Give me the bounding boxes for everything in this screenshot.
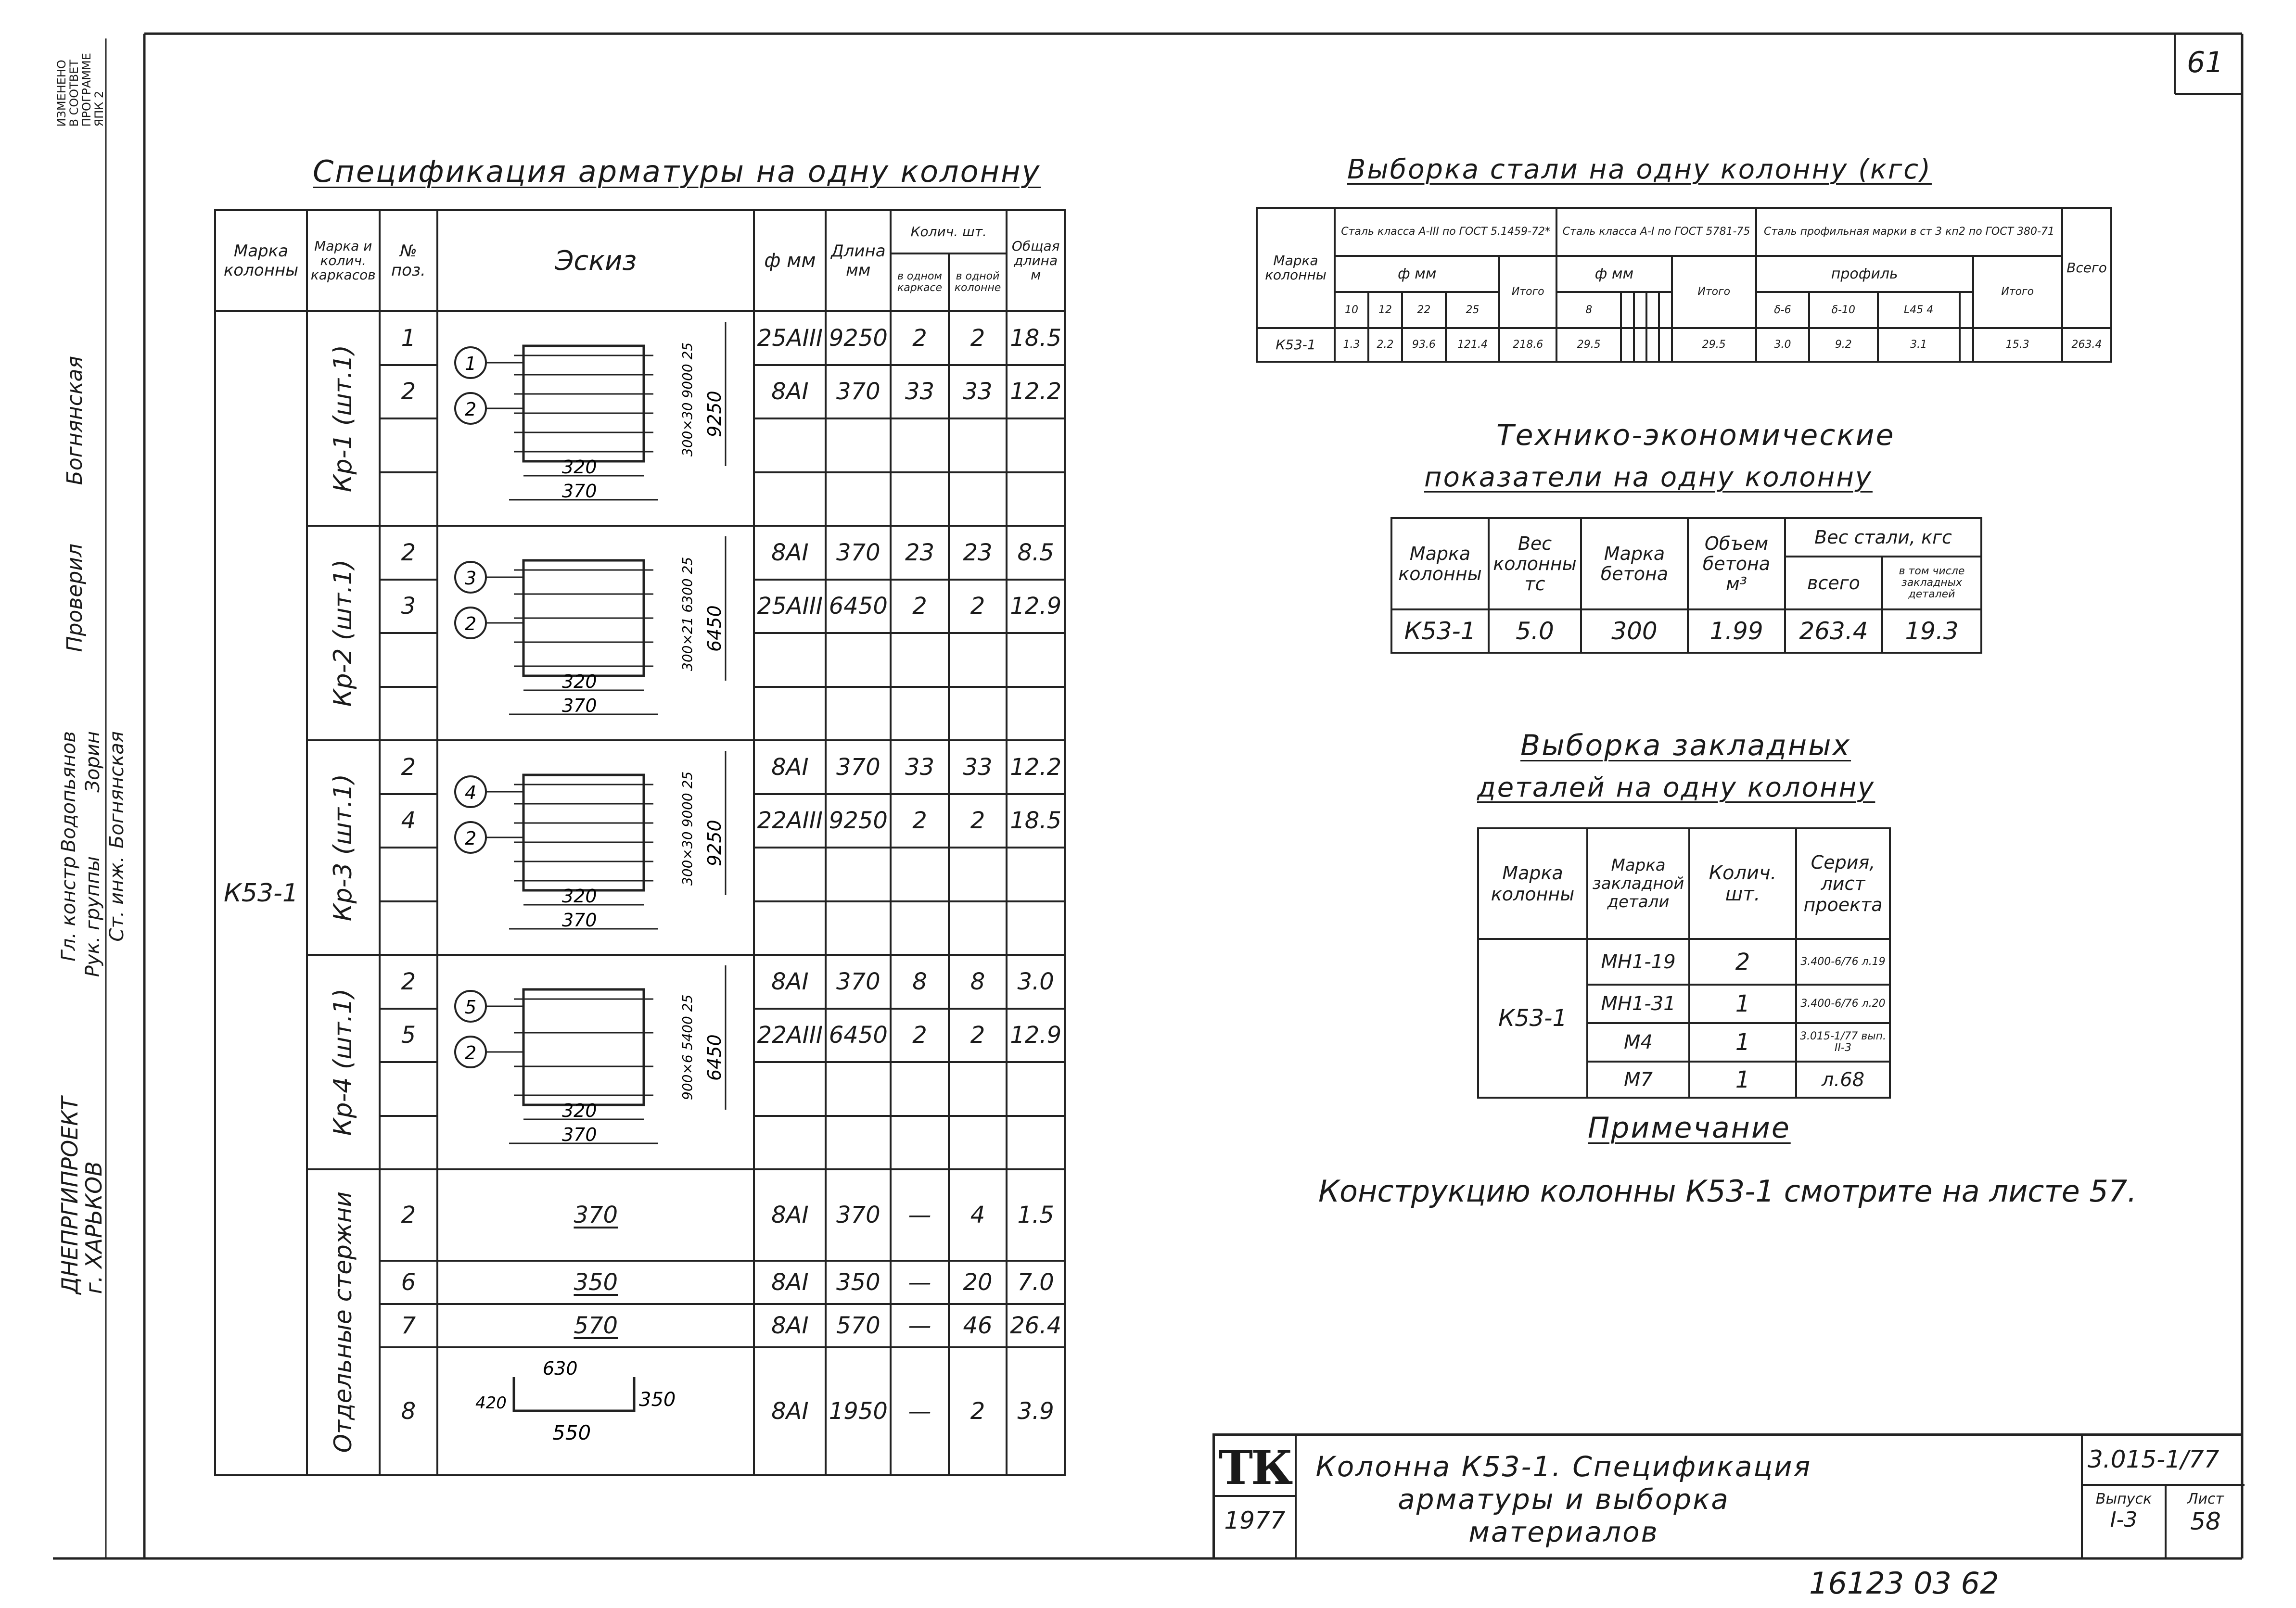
dia-cell: 22AIII (754, 1009, 826, 1063)
marker-text: 1 (465, 353, 477, 374)
qc-cell: — (891, 1261, 949, 1304)
steel-hdr-group3: Сталь профильная марки в ст 3 кп2 по ГОСТ 380-71 (1756, 208, 2062, 256)
steel-val: 121.4 (1446, 328, 1500, 362)
marker-text: 2 (465, 399, 477, 420)
len-cell: 370 (826, 365, 891, 419)
dim-main: 6450 (704, 1034, 726, 1081)
bent-bar-sketch (437, 1347, 754, 1475)
checked-name: Богнянская (63, 356, 87, 485)
len-cell: 9250 (826, 794, 891, 848)
qc-cell: — (891, 1304, 949, 1347)
column-mark: К53-1 (215, 311, 307, 1475)
separate-cell (307, 1169, 380, 1475)
bent-left: 420 (475, 1393, 507, 1413)
tep-hdr: Объем бетона м³ (1688, 518, 1785, 609)
pos-cell: 1 (380, 311, 438, 365)
qk-cell: 2 (949, 580, 1007, 633)
len-cell: 6450 (826, 1009, 891, 1063)
qk-cell: 33 (949, 365, 1007, 419)
steel-sub (1659, 292, 1671, 328)
hdr-pos: № поз. (380, 210, 438, 311)
hdr-qty-cage: в одном каркасе (891, 253, 949, 311)
dim-main: 9250 (704, 820, 726, 866)
role-1: Гл. констр (58, 856, 80, 962)
steel-sub: 12 (1368, 292, 1402, 328)
qc-cell: 23 (891, 526, 949, 580)
steel-val: 263.4 (2062, 328, 2111, 362)
dim-sub: 300×30 9000 25 (679, 342, 696, 456)
tep-val: 300 (1581, 609, 1688, 653)
cage-cell-3 (307, 740, 380, 955)
bent-bar-svg (442, 1348, 750, 1469)
bar-dim: 350 (574, 1269, 618, 1296)
embed-hdr: Марка колонны (1478, 828, 1587, 939)
dia-cell: 8AI (754, 365, 826, 419)
hdr-len: Длина мм (826, 210, 891, 311)
dim-inner: 320 (562, 671, 597, 692)
sheet-cell (2167, 1486, 2245, 1558)
hdr-qty: Колич. шт. (891, 210, 1007, 253)
steel-sub: 8 (1556, 292, 1621, 328)
tep-title-1: Технико-экономические (1496, 418, 1895, 452)
embed-qty: 1 (1689, 1062, 1796, 1098)
pos-cell: 2 (380, 955, 438, 1009)
qc-cell: 33 (891, 740, 949, 794)
embed-ref: л.68 (1796, 1062, 1890, 1098)
dia-cell: 25AIII (754, 311, 826, 365)
len-cell: 6450 (826, 580, 891, 633)
total-cell: 18.5 (1007, 794, 1065, 848)
dia-cell: 8AI (754, 526, 826, 580)
total-cell: 1.5 (1007, 1169, 1065, 1261)
pos-cell: 2 (380, 740, 438, 794)
org-name: ДНЕПРГИПРОЕКТ г. ХАРЬКОВ (57, 1097, 107, 1294)
dim-inner: 320 (562, 1100, 597, 1121)
steel-sub (1634, 292, 1646, 328)
note-text: Конструкцию колонны К53-1 смотрите на листе 57. (1318, 1174, 2137, 1209)
sketch-cell-4 (437, 955, 754, 1169)
dia-cell: 8AI (754, 1304, 826, 1347)
pos-cell: 2 (380, 365, 438, 419)
steel-sub: 22 (1402, 292, 1446, 328)
steel-val: 1.3 (1335, 328, 1368, 362)
hdr-dia: ф мм (754, 210, 826, 311)
note-title: Примечание (1588, 1111, 1791, 1145)
stamp-year: 1977 (1215, 1495, 1295, 1534)
steel-val (1659, 328, 1671, 362)
pos-cell: 6 (380, 1261, 438, 1304)
bar-dim: 370 (574, 1202, 618, 1228)
steel-hdr-group1: Сталь класса A-III по ГОСТ 5.1459-72* (1335, 208, 1556, 256)
pos-cell: 5 (380, 1009, 438, 1063)
dim-inner: 320 (562, 886, 597, 907)
len-cell: 370 (826, 1169, 891, 1261)
tep-val: К53-1 (1391, 609, 1489, 653)
steel-val (1634, 328, 1646, 362)
steel-val: 2.2 (1368, 328, 1402, 362)
marker-text: 2 (465, 828, 477, 849)
cage-outline (523, 346, 644, 461)
len-cell: 350 (826, 1261, 891, 1304)
stamp-code-block (2081, 1436, 2245, 1558)
cage-label-1: Кр-1 (шт.1) (329, 344, 358, 493)
qk-cell: 2 (949, 1009, 1007, 1063)
cage-outline (523, 989, 644, 1105)
dim-sub: 900×6 5400 25 (679, 994, 696, 1100)
embed-ref: 3.400-6/76 л.20 (1796, 985, 1890, 1023)
embed-name: М4 (1587, 1023, 1689, 1062)
issue-value: I-3 (2110, 1507, 2138, 1532)
steel-hdr-mark: Марка колонны (1257, 208, 1335, 328)
qc-cell: 2 (891, 794, 949, 848)
cage-sketch-1 (442, 312, 750, 519)
spec-title: Спецификация арматуры на одну колонну (313, 154, 1041, 189)
pos-cell: 4 (380, 794, 438, 848)
steel-sub (1646, 292, 1659, 328)
embed-qty: 1 (1689, 1023, 1796, 1062)
separate-label: Отдельные стержни (329, 1191, 357, 1453)
dim-main: 6450 (704, 605, 726, 652)
logo-tk: ТК (1218, 1441, 1291, 1495)
marker-text: 3 (465, 568, 477, 589)
name-1: Водопьянов (58, 731, 80, 853)
pos-cell: 7 (380, 1304, 438, 1347)
qk-cell: 46 (949, 1304, 1007, 1347)
embed-table (1477, 827, 1891, 1099)
qk-cell: 8 (949, 955, 1007, 1009)
embed-name: МН1-19 (1587, 939, 1689, 985)
sketch-cell-1 (437, 311, 754, 526)
steel-sub: 25 (1446, 292, 1500, 328)
qk-cell: 2 (949, 1347, 1007, 1475)
qk-cell: 2 (949, 311, 1007, 365)
bent-bottom: 550 (552, 1421, 591, 1444)
stamp-code: 3.015-1/77 (2083, 1436, 2245, 1486)
steel-profile: профиль (1756, 256, 1973, 292)
qk-cell: 4 (949, 1169, 1007, 1261)
hdr-cage: Марка и колич. каркасов (307, 210, 380, 311)
steel-sub: δ-6 (1756, 292, 1809, 328)
steel-sub (1621, 292, 1633, 328)
sketch-cell-3 (437, 740, 754, 955)
pos-cell: 8 (380, 1347, 438, 1475)
tep-val: 263.4 (1785, 609, 1882, 653)
dia-cell: 8AI (754, 740, 826, 794)
left-strip (53, 1097, 144, 1554)
issue-cell (2083, 1486, 2167, 1558)
spec-table (214, 209, 1066, 1476)
cage-sketch-2 (442, 527, 750, 734)
qc-cell: 2 (891, 1009, 949, 1063)
page-number: 61 (2187, 46, 2224, 79)
tep-title-2: показатели на одну колонну (1424, 462, 1873, 493)
stamp-title: Колонна К53-1. Спецификация арматуры и выборка материалов (1315, 1450, 1812, 1548)
title-block (1212, 1433, 2242, 1558)
qc-cell: 2 (891, 580, 949, 633)
pos-cell: 2 (380, 526, 438, 580)
len-cell: 370 (826, 526, 891, 580)
steel-sub: L45 4 (1878, 292, 1960, 328)
len-cell: 1950 (826, 1347, 891, 1475)
bent-right: 350 (639, 1389, 676, 1411)
embed-ref: 3.400-6/76 л.19 (1796, 939, 1890, 985)
embed-title-2: деталей на одну колонну (1477, 772, 1875, 803)
qk-cell: 23 (949, 526, 1007, 580)
cage-outline (523, 775, 644, 890)
qc-cell: 8 (891, 955, 949, 1009)
total-cell: 12.2 (1007, 740, 1065, 794)
qc-cell: — (891, 1347, 949, 1475)
dim-main: 9250 (704, 391, 726, 437)
qc-cell: — (891, 1169, 949, 1261)
issue-label: Выпуск (2095, 1491, 2152, 1507)
total-cell: 3.0 (1007, 955, 1065, 1009)
steel-hdr-group2: Сталь класса A-I по ГОСТ 5781-75 (1556, 208, 1756, 256)
tep-hdr: Марка колонны (1391, 518, 1489, 609)
total-cell: 12.9 (1007, 580, 1065, 633)
cage-cell-2 (307, 526, 380, 740)
bent-bar (514, 1377, 634, 1411)
steel-dia-2: ф мм (1556, 256, 1671, 292)
qk-cell: 33 (949, 740, 1007, 794)
cage-cell-1 (307, 311, 380, 526)
steel-val (1646, 328, 1659, 362)
marker-text: 2 (465, 613, 477, 634)
cage-label-3: Кр-3 (шт.1) (329, 773, 358, 922)
len-cell: 570 (826, 1304, 891, 1347)
len-cell: 370 (826, 955, 891, 1009)
steel-val: 15.3 (1973, 328, 2062, 362)
cage-cell-4 (307, 955, 380, 1169)
bottom-note: 16123 03 62 (1809, 1566, 1999, 1601)
cage-label-4: Кр-4 (шт.1) (329, 988, 358, 1136)
tep-sub: в том числе закладных деталей (1882, 557, 1981, 609)
pos-cell: 3 (380, 580, 438, 633)
steel-val: 3.1 (1878, 328, 1960, 362)
steel-hdr-all: Всего (2062, 208, 2111, 328)
tep-val: 19.3 (1882, 609, 1981, 653)
steel-val (1621, 328, 1633, 362)
sheet-value: 58 (2190, 1507, 2221, 1535)
embed-hdr: Колич. шт. (1689, 828, 1796, 939)
bar-sketch (437, 1169, 754, 1261)
tep-hdr: Вес стали, кгс (1785, 518, 1981, 557)
tep-hdr: Вес колонны тс (1489, 518, 1581, 609)
tep-table (1390, 517, 1982, 654)
dia-cell: 8AI (754, 1169, 826, 1261)
steel-val: 29.5 (1672, 328, 1756, 362)
dim-sub: 300×30 9000 25 (679, 771, 696, 886)
tep-val: 1.99 (1688, 609, 1785, 653)
embed-ref: 3.015-1/77 вып. II-3 (1796, 1023, 1890, 1062)
qk-cell: 2 (949, 794, 1007, 848)
embed-title-1: Выборка закладных (1520, 729, 1851, 762)
embed-qty: 1 (1689, 985, 1796, 1023)
total-cell: 12.2 (1007, 365, 1065, 419)
bar-sketch (437, 1261, 754, 1304)
qc-cell: 2 (891, 311, 949, 365)
pos-cell: 2 (380, 1169, 438, 1261)
marker-text: 5 (465, 997, 477, 1018)
dia-cell: 25AIII (754, 580, 826, 633)
embed-name: М7 (1587, 1062, 1689, 1098)
total-cell: 18.5 (1007, 311, 1065, 365)
dim-inner: 320 (562, 456, 597, 478)
steel-sub: 10 (1335, 292, 1368, 328)
total-cell: 12.9 (1007, 1009, 1065, 1063)
qk-cell: 20 (949, 1261, 1007, 1304)
embed-mark: К53-1 (1478, 939, 1587, 1098)
hdr-mark: Марка колонны (215, 210, 307, 311)
name-3: Богнянская (106, 731, 128, 849)
checked-label: Проверил (63, 544, 87, 652)
steel-title: Выборка стали на одну колонну (кгс) (1347, 154, 1932, 185)
hdr-total: Общая длина м (1007, 210, 1065, 311)
marker-text: 2 (465, 1042, 477, 1064)
steel-val: 218.6 (1499, 328, 1556, 362)
sketch-cell-2 (437, 526, 754, 740)
role-3: Ст. инж. (106, 856, 128, 942)
left-roles (58, 856, 140, 1097)
tep-val: 5.0 (1489, 609, 1581, 653)
total-cell: 3.9 (1007, 1347, 1065, 1475)
hdr-qty-col: в одной колонне (949, 253, 1007, 311)
steel-sub (1960, 292, 1973, 328)
left-names (58, 731, 140, 851)
steel-table (1256, 207, 2112, 363)
steel-val: 3.0 (1756, 328, 1809, 362)
tep-sub: всего (1785, 557, 1882, 609)
cage-sketch-3 (442, 741, 750, 948)
len-cell: 370 (826, 740, 891, 794)
embed-name: МН1-31 (1587, 985, 1689, 1023)
hdr-sketch: Эскиз (437, 210, 754, 311)
total-cell: 7.0 (1007, 1261, 1065, 1304)
dim-bottom: 370 (562, 481, 597, 502)
logo-cell (1215, 1436, 1297, 1558)
steel-val: 93.6 (1402, 328, 1446, 362)
cage-sketch-4 (442, 956, 750, 1163)
dim-bottom: 370 (562, 695, 597, 716)
steel-sub: Итого (1672, 256, 1756, 328)
steel-val: 29.5 (1556, 328, 1621, 362)
name-2: Зорин (82, 731, 104, 793)
dim-bottom: 370 (562, 1124, 597, 1145)
total-cell: 26.4 (1007, 1304, 1065, 1347)
len-cell: 9250 (826, 311, 891, 365)
embed-hdr: Марка закладной детали (1587, 828, 1689, 939)
stamp-meta (2083, 1486, 2245, 1558)
tep-hdr: Марка бетона (1581, 518, 1688, 609)
bar-dim: 570 (574, 1312, 618, 1339)
left-stamp: ИЗМЕНЕНО В СООТВЕТ ПРОГРАММЕ ЯПК 2 (55, 53, 106, 127)
bar-sketch (437, 1304, 754, 1347)
dia-cell: 8AI (754, 1261, 826, 1304)
steel-sub: δ-10 (1809, 292, 1878, 328)
dia-cell: 8AI (754, 1347, 826, 1475)
cage-label-2: Кр-2 (шт.1) (329, 559, 358, 707)
steel-sub: Итого (1499, 256, 1556, 328)
steel-val: 9.2 (1809, 328, 1878, 362)
dim-bottom: 370 (562, 910, 597, 931)
role-2: Рук. группы (82, 856, 104, 977)
steel-row-mark: К53-1 (1257, 328, 1335, 362)
embed-hdr: Серия, лист проекта (1796, 828, 1890, 939)
steel-val (1960, 328, 1973, 362)
dia-cell: 22AIII (754, 794, 826, 848)
steel-dia-1: ф мм (1335, 256, 1499, 292)
total-cell: 8.5 (1007, 526, 1065, 580)
steel-sub: Итого (1973, 256, 2062, 328)
bent-top: 630 (543, 1358, 578, 1379)
dim-sub: 300×21 6300 25 (679, 557, 696, 671)
marker-text: 4 (465, 782, 477, 803)
embed-qty: 2 (1689, 939, 1796, 985)
dia-cell: 8AI (754, 955, 826, 1009)
qc-cell: 33 (891, 365, 949, 419)
sheet-label: Лист (2187, 1491, 2224, 1507)
